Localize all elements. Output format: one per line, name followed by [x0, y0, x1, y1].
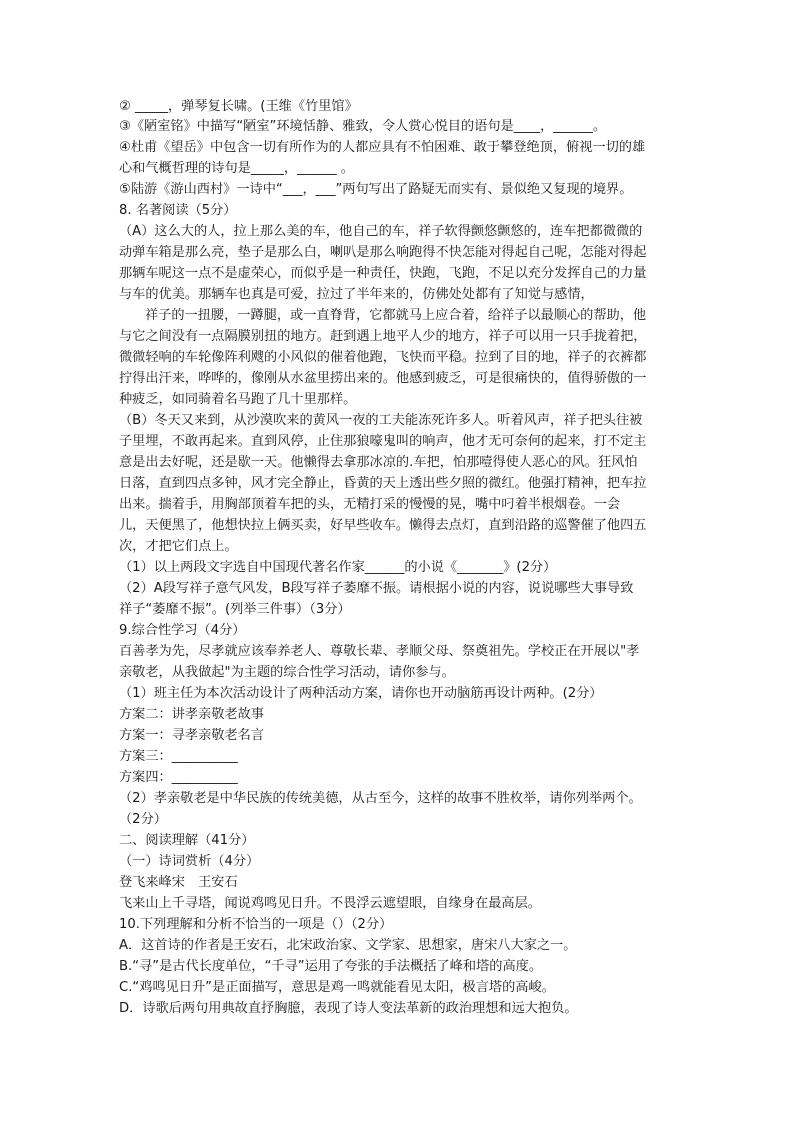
section-heading-9: 9.综合性学习（4分） — [119, 623, 246, 638]
text-line-13: 微微轻响的车轮像阵利飕的小风似的催着他跑，飞快而平稳。拉到了目的地，祥子的衣裤都 — [119, 350, 647, 365]
text-line-8: 动弹车箱是那么亮，垫子是那么白，喇叭是那么响跑得不快怎能对得起自己呢，怎能对得起 — [119, 245, 647, 260]
text-line-15: 种疲乏，如同骑着名马跑了几十里那样。 — [119, 392, 357, 407]
text-line-3: ④杜甫《望岳》中包含一切有所作为的人都应具有不怕困难、敢于攀登绝顶，俯视一切的雄 — [119, 140, 646, 155]
text-line-16: （B）冬天又来到，从沙漠吹来的黄风一夜的工夫能冻死许多人。听着风声，祥子把头往被 — [119, 413, 643, 428]
plan-two: 方案二：讲孝亲敬老故事 — [119, 707, 265, 722]
text-line-22: 次，才把它们点上。 — [119, 539, 238, 554]
text-line-28: 亲敬老，从我做起"为主题的综合性学习活动，请你参与。 — [119, 665, 455, 680]
text-line-2: ③《陋室铭》中描写“陋室”环境恬静、雅致，令人赏心悦目的语句是____，______。 — [119, 119, 607, 134]
section-heading-8: 8. 名著阅读（5分） — [119, 203, 237, 218]
text-line-27: 百善孝为先，尽孝就应该奉养老人、尊敬长辈、孝顺父母、祭奠祖先。学校正在开展以"孝 — [119, 644, 640, 659]
text-line-35: （2分） — [119, 812, 167, 827]
option-b: B.“寻”是古代长度单位，“千寻”运用了夸张的手法概括了峰和塔的高度。 — [119, 959, 543, 974]
question-10: 10.下列理解和分析不恰当的一项是（）（2分） — [119, 917, 393, 932]
text-line-18: 意是出去好呢，还是歇一天。他懒得去拿那冰凉的.车把，怕那噎得使人恶心的风。狂风怕 — [119, 455, 638, 470]
plan-one: 方案一：寻孝亲敬老名言 — [119, 728, 265, 743]
option-c: C.“鸡鸣见日升”是正面描写，意思是鸡一鸣就能看见太阳，极言塔的高峻。 — [119, 980, 555, 995]
text-line-20: 出来。揣着手，用胸部顶着车把的头，无精打采的慢慢的晃，嘴中叼着半根烟卷。一会 — [119, 497, 621, 512]
text-line-9: 那辆车呢这一点不是虚荣心，而似乎是一种责任，快跑，飞跑，不足以充分发挥自己的力量 — [119, 266, 647, 281]
question-8-1: （1）以上两段文字选自中国现代著名作家______的小说《_______》(2分） — [119, 560, 557, 575]
text-line-14: 拧得出汗来，哗哗的，像刚从水盆里捞出来的。他感到疲乏，可是很痛快的，值得骄傲的一 — [119, 371, 647, 386]
text-line-21: 儿，天便黑了，他想快拉上俩买卖，好早些收车。懒得去点灯，直到沿路的巡警催了他四五 — [119, 518, 647, 533]
section-heading-reading: 二、阅读理解（41分） — [119, 833, 255, 848]
question-9-1: （1）班主任为本次活动设计了两种活动方案，请你也开动脑筋再设计两种。(2分） — [119, 686, 603, 701]
section-heading-poetry: （一）诗词赏析（4分） — [119, 854, 260, 869]
plan-three: 方案三：__________ — [119, 749, 238, 764]
poem-text: 飞来山上千寻塔，闻说鸡鸣见日升。不畏浮云遮望眼，自缘身在最高层。 — [119, 896, 541, 911]
question-8-2: （2）A段写祥子意气风发，B段写祥子萎靡不振。请根据小说的内容，说说哪些大事导致 — [119, 581, 634, 596]
text-line-25: 祥子“萎靡不振”。(列举三件事）（3分） — [119, 602, 351, 617]
text-line-17: 子里埋，不敢再起来。直到风停，止住那狼嚎鬼叫的响声，他才无可奈何的起来，打不定主 — [119, 434, 647, 449]
text-line-11: 祥子的一扭腰，一蹲腿，或一直脊背，它都就马上应合着，给祥子以最顺心的帮助，他 — [145, 308, 647, 323]
option-d: D．诗歌后两句用典故直抒胸臆，表现了诗人变法革新的政治理想和远大抱负。 — [119, 1001, 578, 1016]
text-line-10: 与车的优美。那辆车也真是可爱，拉过了半年来的，仿佛处处都有了知觉与感情， — [119, 287, 594, 302]
plan-four: 方案四：__________ — [119, 770, 238, 785]
text-line-5: ⑤陆游《游山西村》一诗中“___，___”两句写出了路疑无而实有、景似绝又复现的境界。 — [119, 182, 633, 197]
question-9-2: （2）孝亲敬老是中华民族的传统美德，从古至今，这样的故事不胜枚举，请你列举两个。 — [119, 791, 642, 806]
text-line-1: ② _____，弹琴复长啸。(王维《竹里馆》 — [119, 99, 358, 114]
text-line-4: 心和气概哲理的诗句是_____，______ 。 — [119, 161, 354, 176]
text-line-7: （A）这么大的人，拉上那么美的车，他自己的车，祥子软得颤悠颤悠的，连车把都微微的 — [119, 224, 643, 239]
text-line-19: 日落，直到四点多钟，风才完全静止，昏黄的天上透出些夕照的微红。他强打精神，把车拉 — [119, 476, 647, 491]
poem-title: 登飞来峰宋 王安石 — [119, 875, 238, 890]
option-a: A．这首诗的作者是王安石，北宋政治家、文学家、思想家，唐宋八大家之一。 — [119, 938, 577, 953]
text-line-12: 与它之间没有一点隔膜别扭的地方。赶到遇上地平人少的地方，祥子可以用一只手拢着把， — [119, 329, 647, 344]
